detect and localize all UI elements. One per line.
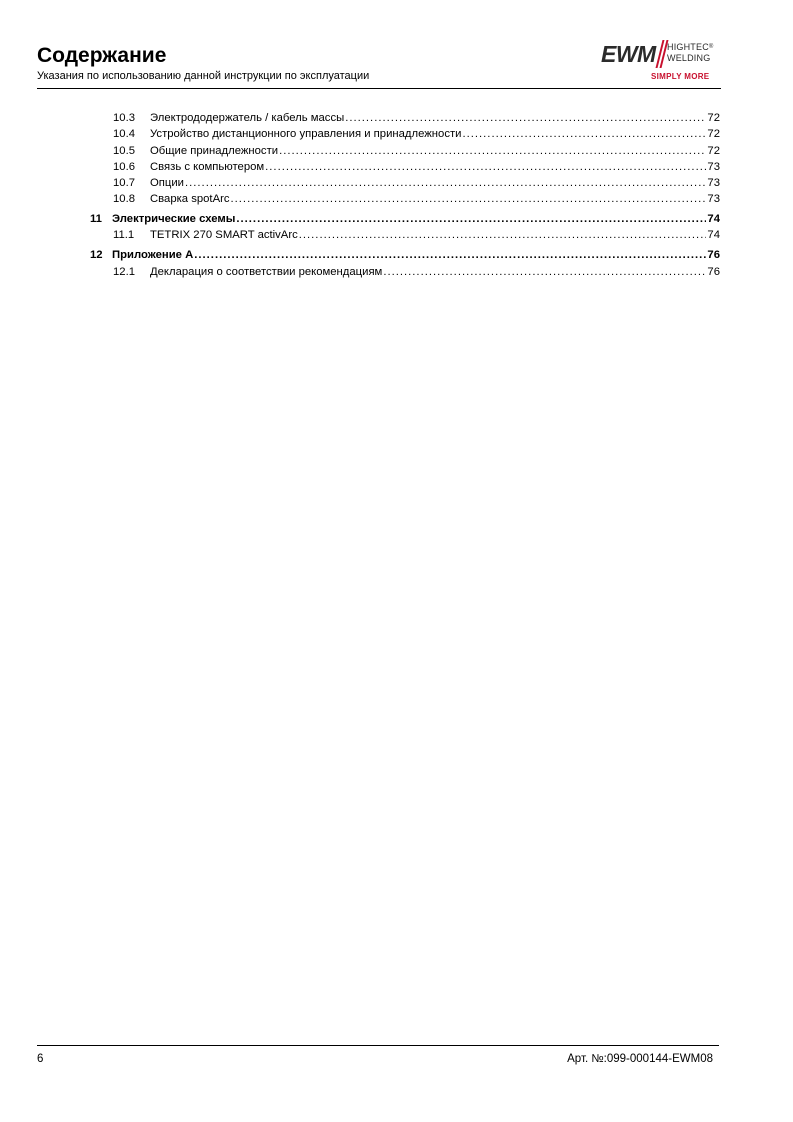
- footer-page-number: 6: [37, 1053, 44, 1065]
- toc-entry[interactable]: [90, 110, 720, 126]
- toc-leader-dots: [236, 211, 706, 227]
- toc-leader-dots: [299, 227, 707, 243]
- toc-entry[interactable]: [90, 191, 720, 207]
- toc-number: 12: [90, 249, 103, 262]
- toc-title: Связь с компьютером: [150, 160, 265, 173]
- toc-title: Приложение A: [112, 249, 194, 262]
- logo-slogan: SIMPLY MORE: [651, 72, 710, 81]
- toc-entry[interactable]: [90, 227, 720, 243]
- toc-number: 10.4: [113, 128, 135, 141]
- toc-title: Опции: [150, 177, 184, 190]
- toc-number: 11: [90, 212, 102, 225]
- page-title: Содержание: [37, 44, 167, 67]
- toc-entry[interactable]: [90, 264, 720, 280]
- header-divider: [37, 88, 721, 89]
- logo-hightec: HIGHTEC®: [667, 42, 714, 52]
- ewm-logo: [601, 39, 721, 85]
- toc-leader-dots: [265, 159, 706, 175]
- toc-leader-dots: [383, 264, 706, 280]
- toc-leader-dots: [231, 191, 707, 207]
- toc-number: 10.6: [113, 160, 135, 173]
- logo-bars-icon: [658, 40, 667, 68]
- toc-entry[interactable]: [90, 143, 720, 159]
- toc-title: Сварка spotArc: [150, 193, 230, 206]
- toc-entry[interactable]: [90, 211, 720, 227]
- toc-page-number: 72: [707, 128, 720, 141]
- toc-number: 10.5: [113, 144, 135, 157]
- toc-entry[interactable]: [90, 175, 720, 191]
- toc-number: 10.7: [113, 177, 135, 190]
- toc-entry[interactable]: [90, 126, 720, 142]
- toc-number: 12.1: [113, 265, 135, 278]
- toc-leader-dots: [462, 126, 706, 142]
- toc-title: TETRIX 270 SMART activArc: [150, 229, 298, 242]
- toc-title: Общие принадлежности: [150, 144, 279, 157]
- footer-article-number: Арт. №:099-000144-EWM08: [567, 1053, 713, 1065]
- toc-title: Электрические схемы: [112, 212, 236, 225]
- toc-page-number: 76: [707, 249, 720, 262]
- page-subtitle: Указания по использованию данной инструкции по эксплуатации: [37, 70, 370, 82]
- toc-page-number: 73: [707, 193, 720, 206]
- footer-divider: [37, 1045, 719, 1046]
- toc-page-number: 73: [707, 160, 720, 173]
- toc-number: 11.1: [113, 229, 135, 242]
- toc-page-number: 72: [707, 144, 720, 157]
- logo-brand: EWM: [601, 41, 656, 67]
- toc-page-number: 73: [707, 177, 720, 190]
- logo-welding: WELDING: [667, 53, 711, 63]
- toc-leader-dots: [345, 110, 706, 126]
- toc-page-number: 76: [707, 265, 720, 278]
- toc-leader-dots: [194, 247, 706, 263]
- toc-page-number: 74: [707, 212, 720, 225]
- toc-page-number: 72: [707, 112, 720, 124]
- table-of-contents: [90, 110, 720, 280]
- toc-leader-dots: [279, 143, 706, 159]
- toc-number: 10.8: [113, 193, 135, 206]
- toc-title: Электрододержатель / кабель массы: [150, 112, 345, 124]
- toc-number: 10.3: [113, 112, 135, 124]
- toc-leader-dots: [185, 175, 706, 191]
- toc-title: Устройство дистанционного управления и принадлежности: [150, 128, 462, 141]
- toc-entry[interactable]: [90, 247, 720, 263]
- toc-title: Декларация о соответствии рекомендациям: [150, 265, 383, 278]
- toc-entry[interactable]: [90, 159, 720, 175]
- toc-page-number: 74: [707, 229, 720, 242]
